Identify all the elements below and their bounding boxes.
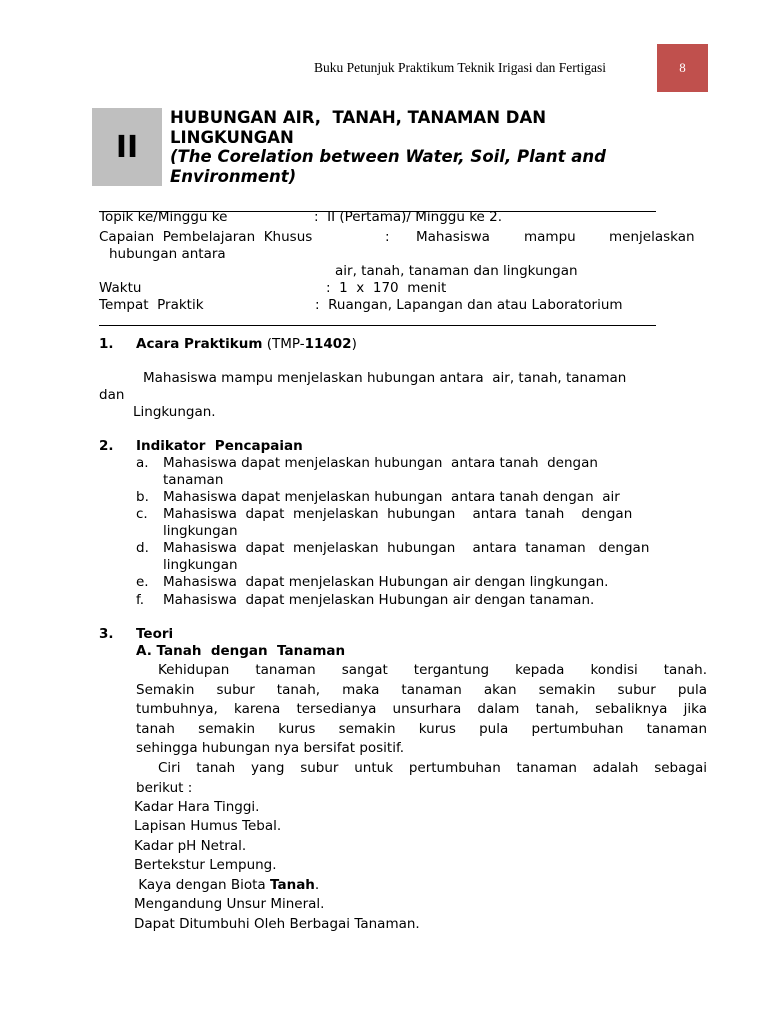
indicator-f-line1: Mahasiswa dapat menjelaskan Hubungan air dengan tanaman. [163, 592, 595, 608]
list-item [134, 876, 319, 896]
section1-title: Acara Praktikum [136, 336, 263, 352]
capaian-line3: air, tanah, tanaman dan lingkungan [335, 263, 578, 279]
capaian-label: Capaian Pembelajaran Khusus [99, 229, 313, 245]
chapter-number: II [115, 129, 139, 165]
paragraph-1-line: Kehidupan tanaman sangat tergantung kepada kondisi tanah. [158, 662, 707, 678]
paragraph-2-line: Ciri tanah yang subur untuk pertumbuhan tanaman adalah sebagai [158, 760, 707, 776]
list-item-text-end: . [314, 877, 320, 893]
section1-number: 1. [99, 336, 114, 352]
paragraph-1-line: sehingga hubungan nya bersifat positif. [136, 740, 405, 756]
section1-heading [136, 336, 357, 353]
list-item-text: Kaya dengan Biota [138, 877, 270, 893]
list-item-text: Lapisan Humus Tebal. [134, 818, 282, 834]
indicator-d-line2: lingkungan [163, 557, 238, 573]
indicator-b-line1: Mahasiswa dapat menjelaskan hubungan antara tanah dengan air [163, 489, 620, 505]
chapter-title-line1: HUBUNGAN AIR, TANAH, TANAMAN DAN [170, 108, 547, 127]
indicator-letter-c: c. [136, 506, 148, 522]
waktu-label: Waktu [99, 280, 142, 296]
paragraph-1-line: tumbuhnya, karena tersedianya unsurhara dalam tanah, sebaliknya jika [136, 701, 707, 717]
indicator-letter-f: f. [136, 592, 145, 608]
paragraph-2 [136, 759, 707, 798]
list-item-bold-text: Tanah [270, 877, 315, 893]
indicator-letter-b: b. [136, 489, 149, 505]
topik-value: : II (Pertama)/ Minggu ke 2. [314, 209, 503, 225]
page-number: 8 [679, 60, 686, 75]
section1-code-suffix: ) [351, 336, 357, 352]
list-item [134, 817, 281, 837]
list-item [134, 856, 277, 876]
list-item-text: Kadar Hara Tinggi. [134, 799, 260, 815]
list-item-text: Mengandung Unsur Mineral. [134, 896, 325, 912]
list-item-text: Dapat Ditumbuhi Oleh Berbagai Tanaman. [134, 916, 420, 932]
section2-number: 2. [99, 438, 114, 454]
list-item [134, 798, 259, 818]
list-item [134, 895, 324, 915]
capaian-word-1: Mahasiswa [416, 229, 490, 245]
tempat-value: : Ruangan, Lapangan dan atau Laboratorium [315, 297, 623, 313]
section3-title: Teori [136, 626, 174, 642]
paragraph-1-line: Semakin subur tanah, maka tanaman akan semakin subur pula [136, 681, 707, 698]
chapter-subtitle-line2: Environment) [170, 166, 297, 186]
indicator-e-line1: Mahasiswa dapat menjelaskan Hubungan air dengan lingkungan. [163, 574, 609, 590]
section1-text-line3: Lingkungan. [133, 404, 216, 420]
paragraph-1 [136, 661, 707, 759]
list-item-text: Kadar pH Netral. [134, 838, 247, 854]
capaian-colon: : [385, 229, 390, 245]
indicator-a-line2: tanaman [163, 472, 224, 488]
tempat-label: Tempat Praktik [99, 297, 204, 313]
paragraph-1-line: tanah semakin kurus semakin kurus pula pertumbuhan tanaman [136, 720, 707, 737]
section1-code-prefix: (TMP- [266, 336, 305, 352]
capaian-line2: hubungan antara [109, 246, 226, 262]
page-number-badge [657, 44, 708, 92]
chapter-title [170, 108, 606, 186]
paragraph-2-line: berikut : [136, 779, 193, 796]
chapter-subtitle-line1: (The Corelation between Water, Soil, Plant and [170, 147, 606, 166]
indicator-letter-d: d. [136, 540, 149, 556]
indicator-c-line1: Mahasiswa dapat menjelaskan hubungan antara tanah dengan [163, 506, 633, 522]
capaian-word-2: mampu [524, 229, 576, 245]
chapter-number-box [92, 108, 162, 186]
list-item [134, 915, 420, 935]
running-header: Buku Petunjuk Praktikum Teknik Irigasi dan Fertigasi [314, 60, 607, 75]
indicator-letter-e: e. [136, 574, 149, 590]
section2-title: Indikator Pencapaian [136, 438, 303, 454]
waktu-value: : 1 x 170 menit [326, 280, 447, 296]
indicator-d-line1: Mahasiswa dapat menjelaskan hubungan antara tanaman dengan [163, 540, 650, 556]
list-item-text: Bertekstur Lempung. [134, 857, 277, 873]
section1-text-line2: dan [99, 387, 125, 403]
indicator-a-line1: Mahasiswa dapat menjelaskan hubungan antara tanah dengan [163, 455, 598, 471]
section1-code: 11402 [304, 336, 352, 352]
section1-text-line1: Mahasiswa mampu menjelaskan hubungan antara air, tanah, tanaman [143, 370, 627, 386]
chapter-title-line2: LINGKUNGAN [170, 127, 294, 147]
capaian-word-3: menjelaskan [609, 229, 695, 245]
section3-number: 3. [99, 626, 114, 642]
topik-label: Topik ke/Minggu ke [99, 209, 228, 225]
divider-bottom [99, 325, 656, 326]
list-item [134, 837, 246, 857]
indicator-c-line2: lingkungan [163, 523, 238, 539]
indicator-letter-a: a. [136, 455, 149, 471]
subsection-title: A. Tanah dengan Tanaman [136, 643, 346, 659]
